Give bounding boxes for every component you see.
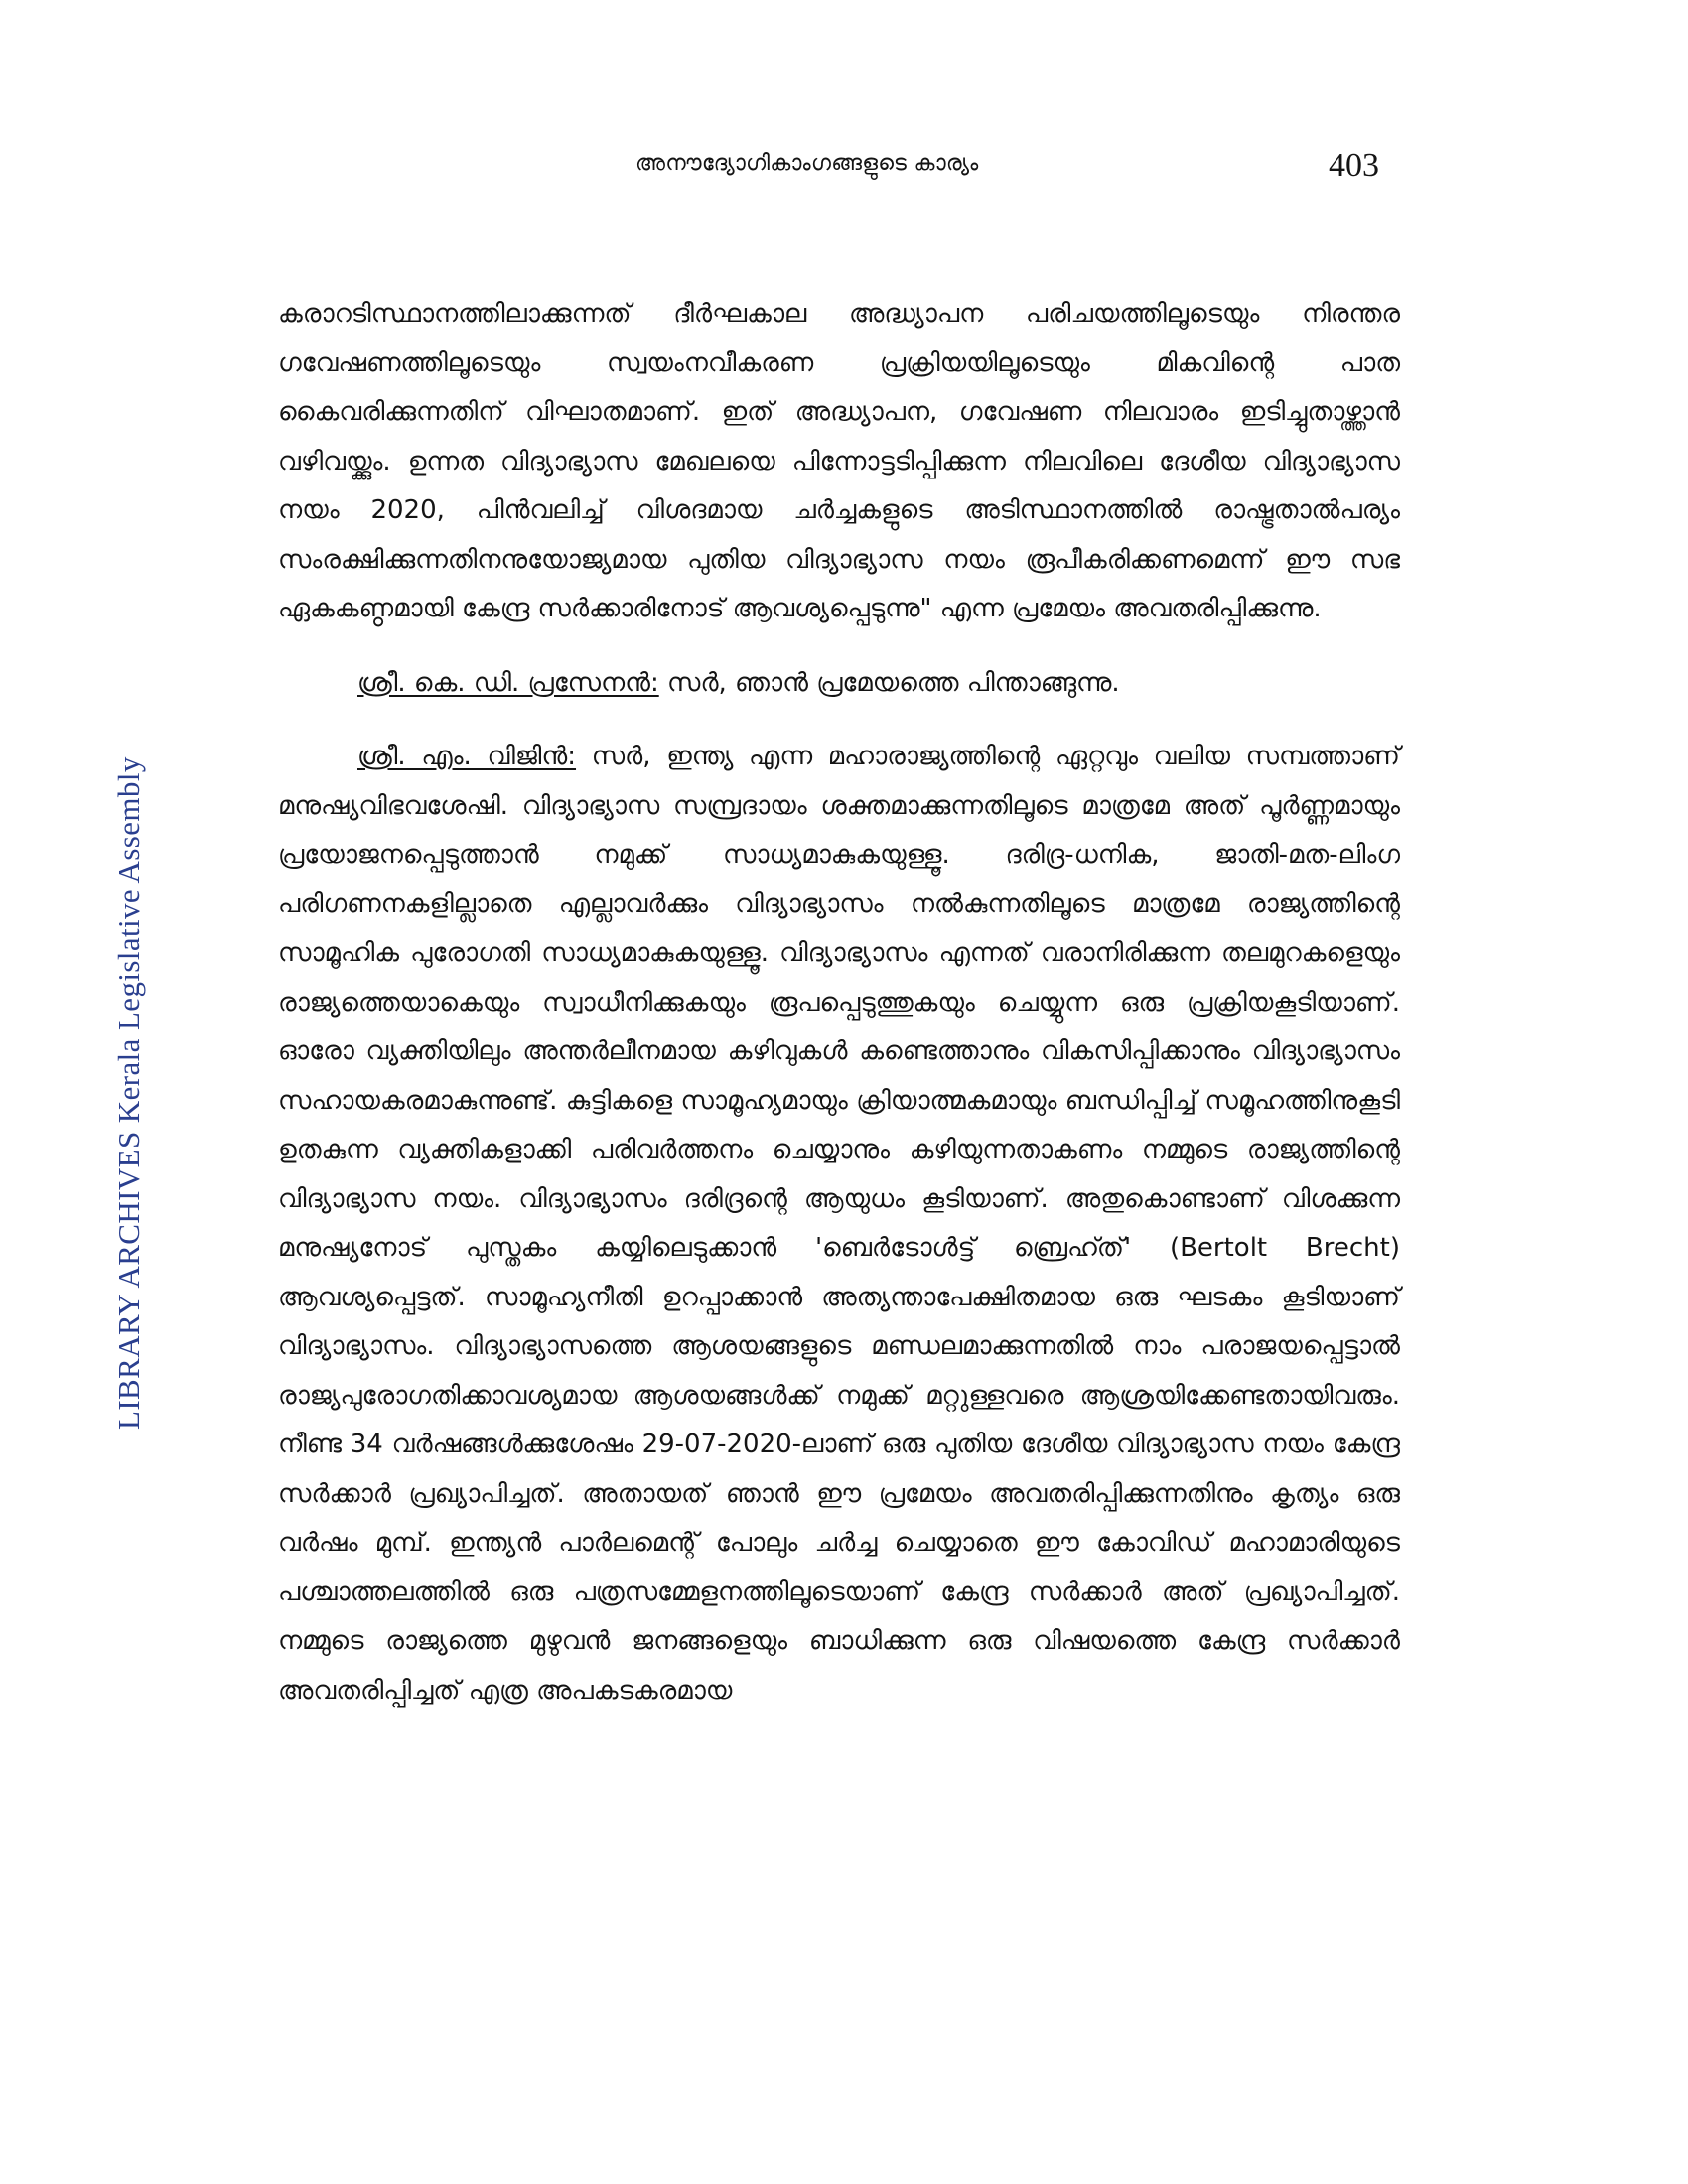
- page-number: 403: [1329, 147, 1379, 184]
- paragraph-resolution-end: കരാറടിസ്ഥാനത്തിലാക്കുന്നത് ദീർഘകാല അദ്ധ്യാപന പരിചയത്തിലൂടെയും നിരന്തര ഗവേഷണത്തിലൂടെയും സ്വയംനവീകരണ പ്രക്രിയയിലൂടെയും മികവിന്റെ പാത കൈവരിക്കുന്നതിന് വിഘാതമാണ്. ഇത് അദ്ധ്യാപന, ഗവേഷണ നിലവാരം ഇടിച്ചുതാഴ്ത്താൻ വഴിവയ്ക്കും. ഉന്നത വിദ്യാഭ്യാസ മേഖലയെ പിന്നോട്ടടിപ്പിക്കുന്ന നിലവിലെ ദേശീയ വിദ്യാഭ്യാസ നയം 2020, പിൻവലിച്ച് വിശദമായ ചർച്ചകളുടെ അടിസ്ഥാനത്തിൽ രാഷ്ട്രതാൽപര്യം സംരക്ഷിക്കുന്നതിനനുയോജ്യമായ പുതിയ വിദ്യാഭ്യാസ നയം രൂപീകരിക്കണമെന്ന് ഈ സഭ ഏകകണ്ഠമായി കേന്ദ്ര സർക്കാരിനോട് ആവശ്യപ്പെടുന്നു" എന്ന പ്രമേയം അവതരിപ്പിക്കുന്നു.: [278, 299, 1400, 623]
- speech-text: സർ, ഇന്ത്യ എന്ന മഹാരാജ്യത്തിന്റെ ഏറ്റവും വലിയ സമ്പത്താണ് മനുഷ്യവിഭവശേഷി. വിദ്യാഭ്യാസ സമ്പ്രദായം ശക്തമാക്കുന്നതിലൂടെ മാത്രമേ അത് പൂർണ്ണമായും പ്രയോജനപ്പെടുത്താൻ നമുക്ക് സാധ്യമാകുകയുള്ളൂ. ദരിദ്ര-ധനിക, ജാതി-മത-ലിംഗ പരിഗണനകളില്ലാതെ എല്ലാവർക്കും വിദ്യാഭ്യാസം നൽകുന്നതിലൂടെ മാത്രമേ രാജ്യത്തിന്റെ സാമൂഹിക പുരോഗതി സാധ്യമാകുകയുള്ളൂ. വിദ്യാഭ്യാസം എന്നത് വരാനിരിക്കുന്ന തലമുറകളെയും രാജ്യത്തെയാകെയും സ്വാധീനിക്കുകയും രൂപപ്പെടുത്തുകയും ചെയ്യുന്ന ഒരു പ്രക്രിയകൂടിയാണ്. ഓരോ വ്യക്തിയിലും അന്തർലീനമായ കഴിവുകൾ കണ്ടെത്താനും വികസിപ്പിക്കാനും വിദ്യാഭ്യാസം സഹായകരമാകുന്നുണ്ട്. കുട്ടികളെ സാമൂഹ്യമായും ക്രിയാത്മകമായും ബന്ധിപ്പിച്ച് സമൂഹത്തിനുകൂടി ഉതകുന്ന വ്യക്തികളാക്കി പരിവർത്തനം ചെയ്യാനും കഴിയുന്നതാകണം നമ്മുടെ രാജ്യത്തിന്റെ വിദ്യാഭ്യാസ നയം. വിദ്യാഭ്യാസം ദരിദ്രന്റെ ആയുധം കൂടിയാണ്. അതുകൊണ്ടാണ് വിശക്കുന്ന മനുഷ്യനോട് പുസ്തകം കയ്യിലെടുക്കാൻ 'ബെർടോൾട്ട് ബ്രെഹ്ത്' (Bertolt Brecht) ആവശ്യപ്പെട്ടത്. സാമൂഹ്യനീതി ഉറപ്പാക്കാൻ അത്യന്താപേക്ഷിതമായ ഒരു ഘടകം കൂടിയാണ് വിദ്യാഭ്യാസം. വിദ്യാഭ്യാസത്തെ ആശയങ്ങളുടെ മണ്ഡലമാക്കുന്നതിൽ നാം പരാജയപ്പെട്ടാൽ രാജ്യപുരോഗതിക്കാവശ്യമായ ആശയങ്ങൾക്ക് നമുക്ക് മറ്റുള്ളവരെ ആശ്രയിക്കേണ്ടതായിവരും. നീണ്ട 34 വർഷങ്ങൾക്കുശേഷം 29-07-2020-ലാണ് ഒരു പുതിയ ദേശീയ വിദ്യാഭ്യാസ നയം കേന്ദ്ര സർക്കാർ പ്രഖ്യാപിച്ചത്. അതായത് ഞാൻ ഈ പ്രമേയം അവതരിപ്പിക്കുന്നതിനും കൃത്യം ഒരു വർഷം മുമ്പ്. ഇന്ത്യൻ പാർലമെന്റ് പോലും ചർച്ച ചെയ്യാതെ ഈ കോവിഡ് മഹാമാരിയുടെ പശ്ചാത്തലത്തിൽ ഒരു പത്രസമ്മേളനത്തിലൂടെയാണ് കേന്ദ്ര സർക്കാർ അത് പ്രഖ്യാപിച്ചത്. നമ്മുടെ രാജ്യത്തെ മുഴുവൻ ജനങ്ങളെയും ബാധിക്കുന്ന ഒരു വിഷയത്തെ കേന്ദ്ര സർക്കാർ അവതരിപ്പിച്ചത് എത്ര അപകടകരമായ: [278, 742, 1400, 1706]
- library-archives-watermark: LIBRARY ARCHIVES Kerala Legislative Assembly: [111, 756, 146, 1430]
- running-header-title: അനൗദ്യോഗികാംഗങ്ങളുടെ കാര്യം: [635, 151, 979, 176]
- speaker-name: ശ്രീ. എം. വിജിൻ:: [357, 742, 577, 771]
- paragraph-seconding: [278, 659, 1400, 709]
- paragraph-speech: [278, 733, 1400, 1715]
- document-body: [278, 290, 1400, 1715]
- speech-text: സർ, ഞാൻ പ്രമേയത്തെ പിന്താങ്ങുന്നു.: [658, 667, 1120, 698]
- speaker-name: ശ്രീ. കെ. ഡി. പ്രസേനൻ:: [357, 667, 659, 698]
